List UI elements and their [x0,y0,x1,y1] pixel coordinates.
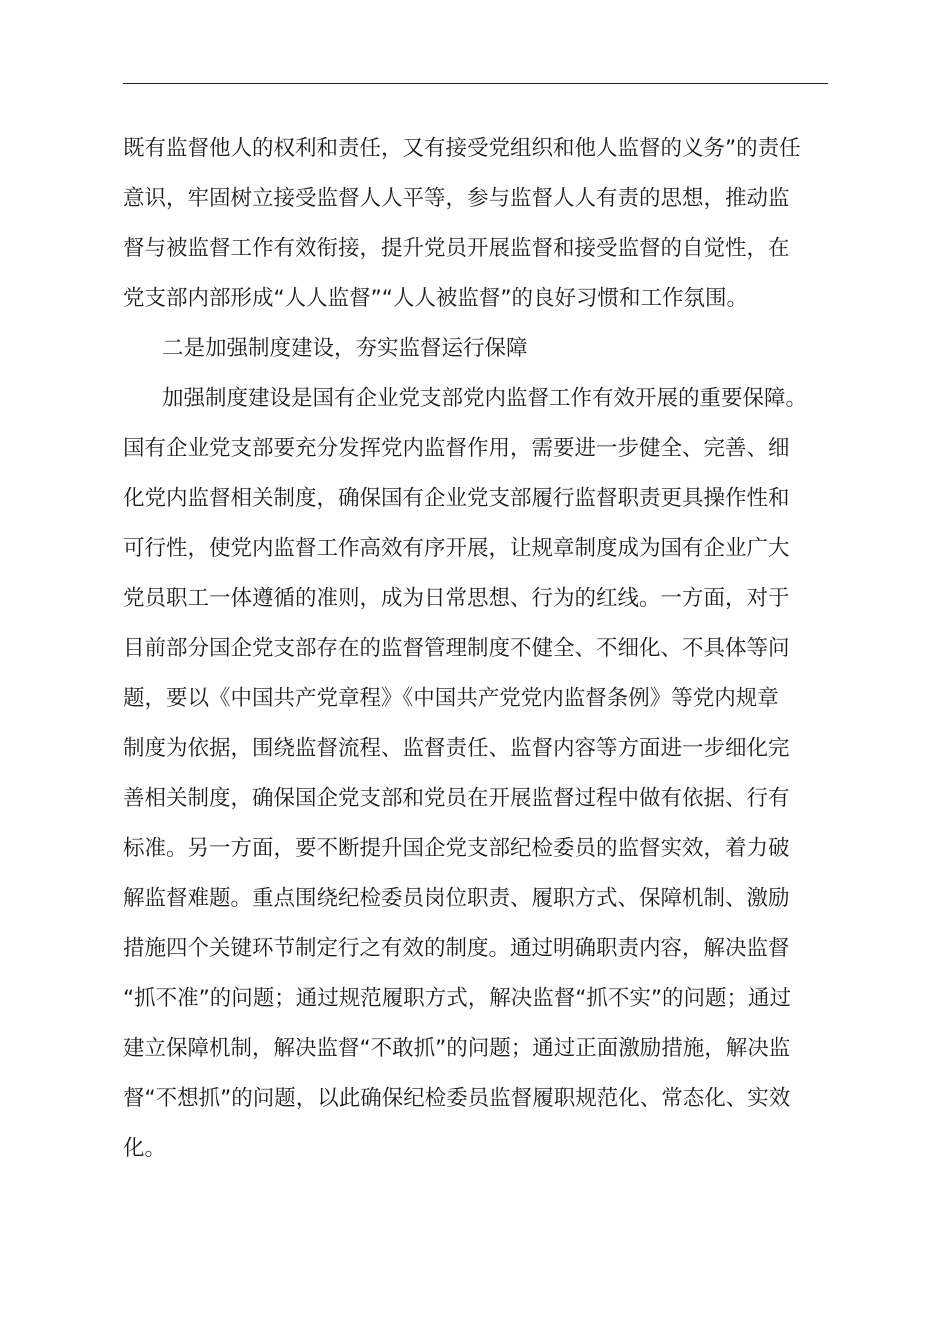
text-line: 建立保障机制，解决监督“不敢抓”的问题；通过正面激励措施，解决监 [123,1036,791,1061]
text-line: 意识，牢固树立接受监督人人平等，参与监督人人有责的思想，推动监 [123,186,790,211]
text-line: 措施四个关键环节制定行之有效的制度。通过明确职责内容，解决监督 [123,936,790,961]
text-line: 制度为依据，围绕监督流程、监督责任、监督内容等方面进一步细化完 [123,736,790,761]
text-line: 国有企业党支部要充分发挥党内监督作用，需要进一步健全、完善、细 [123,436,790,461]
text-line: 党支部内部形成“人人监督”“人人被监督”的良好习惯和工作氛围。 [123,286,749,311]
text-line: 既有监督他人的权利和责任，又有接受党组织和他人监督的义务”的责任 [123,136,801,161]
section-heading: 二是加强制度建设，夯实监督运行保障 [162,336,528,361]
text-line: 标准。另一方面，要不断提升国企党支部纪检委员的监督实效，着力破 [123,836,790,861]
text-line: 加强制度建设是国有企业党支部党内监督工作有效开展的重要保障。 [162,386,808,411]
header-rule [123,83,828,84]
text-line: 化党内监督相关制度，确保国有企业党支部履行监督职责更具操作性和 [123,486,790,511]
text-line: 化。 [123,1136,167,1161]
text-line: “抓不准”的问题；通过规范履职方式，解决监督“抓不实”的问题；通过 [123,986,792,1011]
text-line: 题，要以《中国共产党章程》《中国共产党党内监督条例》等党内规章 [123,686,779,711]
text-line: 解监督难题。重点围绕纪检委员岗位职责、履职方式、保障机制、激励 [123,886,790,911]
text-line: 可行性，使党内监督工作高效有序开展，让规章制度成为国有企业广大 [123,536,790,561]
text-line: 督“不想抓”的问题，以此确保纪检委员监督履职规范化、常态化、实效 [123,1086,791,1111]
text-line: 督与被监督工作有效衔接，提升党员开展监督和接受监督的自觉性，在 [123,236,790,261]
document-body [123,124,828,1174]
text-line: 善相关制度，确保国企党支部和党员在开展监督过程中做有依据、行有 [123,786,790,811]
text-line: 目前部分国企党支部存在的监督管理制度不健全、不细化、不具体等问 [123,636,790,661]
text-line: 党员职工一体遵循的准则，成为日常思想、行为的红线。一方面，对于 [123,586,790,611]
